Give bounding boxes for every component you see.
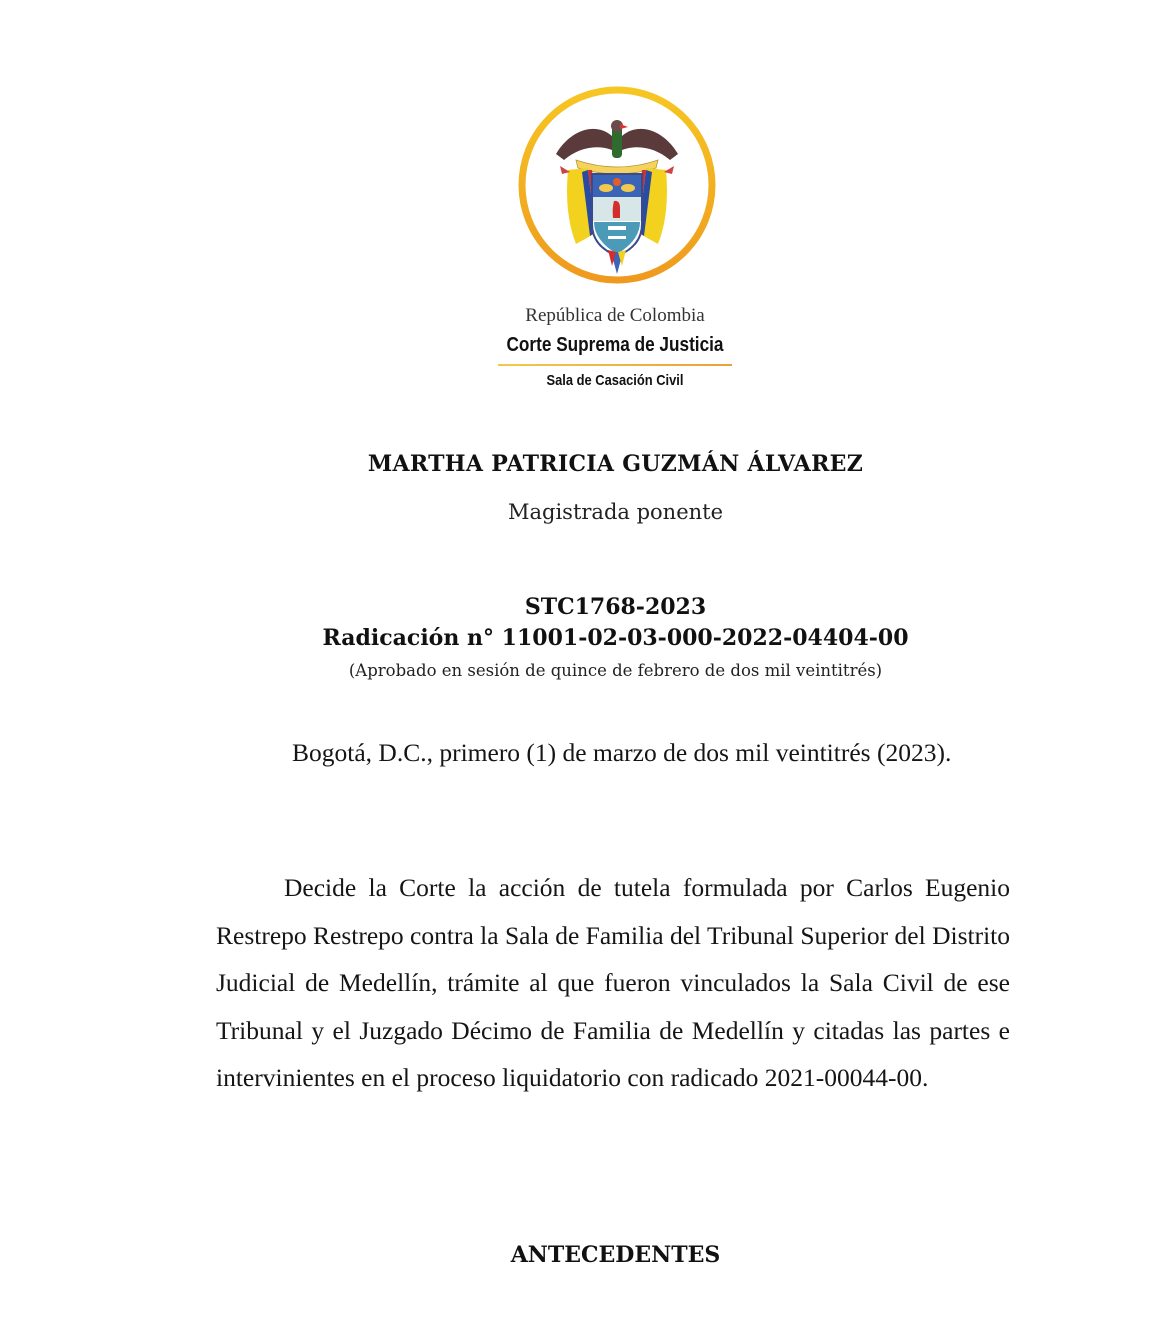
date-paragraph-text: Bogotá, D.C., primero (1) de marzo de dos mil veintitrés (2023). <box>292 738 952 767</box>
court-name: Corte Suprema de Justicia <box>506 334 724 356</box>
decision-paragraph <box>216 864 1010 1102</box>
magistrate-name: MARTHA PATRICIA GUZMÁN ÁLVAREZ <box>367 451 864 477</box>
section-title-antecedentes: ANTECEDENTES <box>510 1242 721 1268</box>
chamber-name: Sala de Casación Civil <box>546 372 684 389</box>
colombian-coat-of-arms-icon <box>516 84 718 286</box>
case-number: STC1768-2023 <box>524 594 707 620</box>
header-divider <box>498 364 732 366</box>
magistrate-role: Magistrada ponente <box>507 500 724 524</box>
date-paragraph <box>216 729 1010 777</box>
republic-label: República de Colombia <box>525 305 705 326</box>
court-emblem <box>516 84 718 286</box>
radication-number: Radicación n° 11001-02-03-000-2022-04404-00 <box>322 625 909 651</box>
decision-paragraph-text: Decide la Corte la acción de tutela formulada por Carlos Eugenio Restrepo Restrepo contra la Sala de Familia del Tribunal Superior del Distrito Judicial de Medellín, trámite al que fueron vinculados la Sala Civil de ese Tribunal y el Juzgado Décimo de Familia de Medellín y citadas las partes e intervinientes en el proceso liquidatorio con radicado 2021-00044-00. <box>216 873 1010 1092</box>
approval-note: (Aprobado en sesión de quince de febrero de dos mil veintitrés) <box>348 661 883 680</box>
institution-header <box>480 302 750 393</box>
